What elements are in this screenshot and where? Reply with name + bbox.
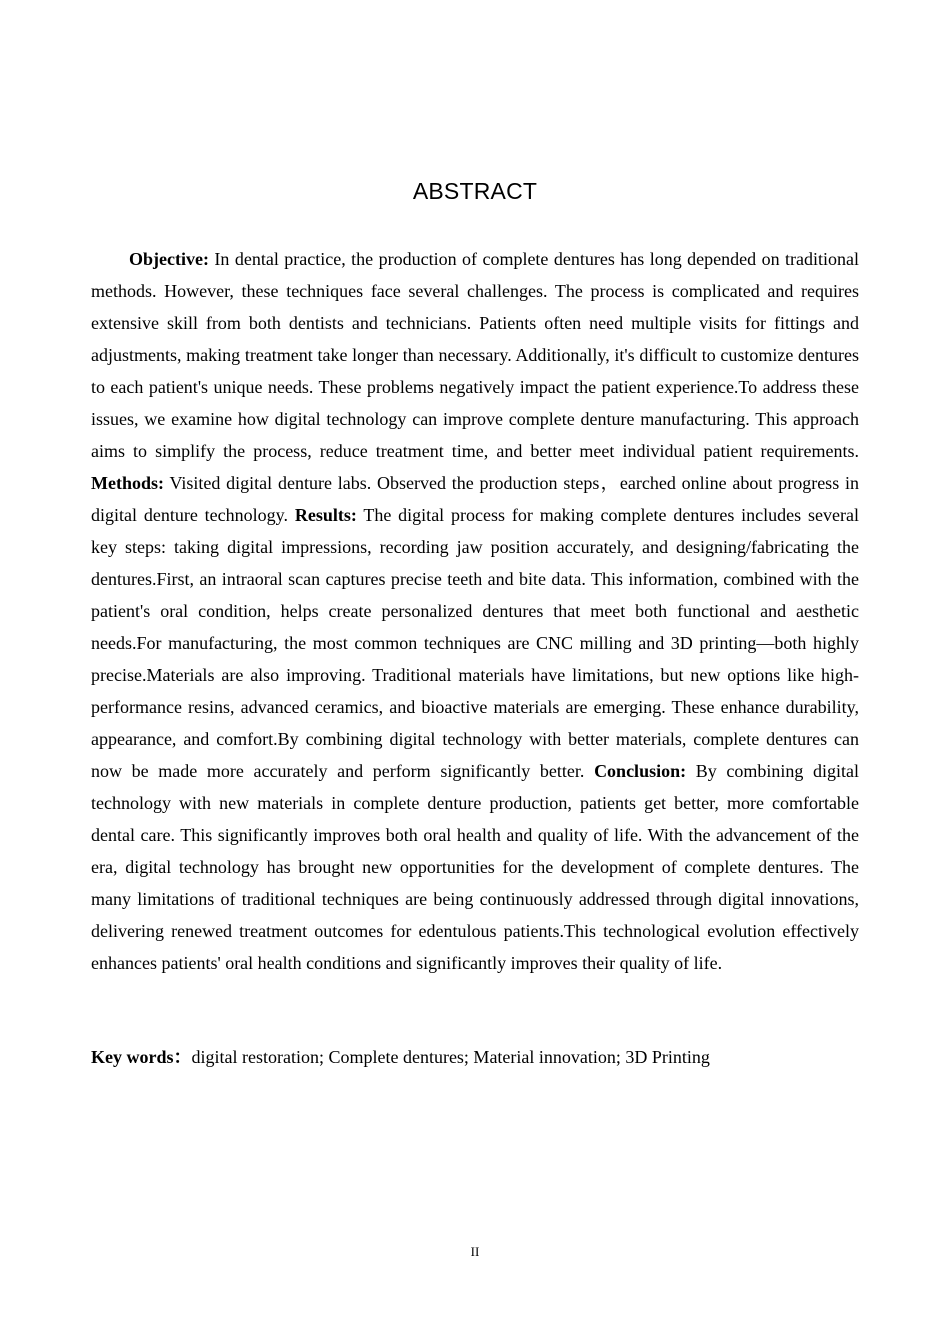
keywords-label: Key words： xyxy=(91,1047,192,1067)
methods-text: Visited digital denture labs. Observed the production steps，earched online about progress in digital denture technology. xyxy=(91,473,859,525)
abstract-paragraph xyxy=(91,243,859,979)
results-label: Results: xyxy=(294,505,357,525)
methods-label: Methods: xyxy=(91,473,164,493)
keywords-line xyxy=(91,1041,859,1073)
objective-text: In dental practice, the production of complete dentures has long depended on traditional methods. However, these techniques face several challenges. The process is complicated and requires extensive skill from both dentists and technicians. Patients often need multiple visits for fittings and adjustments, making treatment take longer than necessary. Additionally, it's difficult to customize dentures to each patient's unique needs. These problems negatively impact the patient experience.To address these issues, we examine how digital technology can improve complete denture manufacturing. This approach aims to simplify the process, reduce treatment time, and better meet individual patient requirements. xyxy=(91,249,859,461)
abstract-title: ABSTRACT xyxy=(412,178,538,204)
keywords-text: digital restoration; Complete dentures; Material innovation; 3D Printing xyxy=(191,1047,710,1067)
conclusion-text: By combining digital technology with new materials in complete denture production, patients get better, more comfortable dental care. This significantly improves both oral health and quality of life. With the advancement of the era, digital technology has brought new opportunities for the development of complete dentures. The many limitations of traditional techniques are being continuously addressed through digital innovations, delivering renewed treatment outcomes for edentulous patients.This technological evolution effectively enhances patients' oral health conditions and significantly improves their quality of life. xyxy=(91,761,859,973)
conclusion-label: Conclusion: xyxy=(594,761,687,781)
results-text: The digital process for making complete dentures includes several key steps: taking digital impressions, recording jaw position accurately, and designing/fabricating the dentures.First, an intraoral scan captures precise teeth and bite data. This information, combined with the patient's oral condition, helps create personalized dentures that meet both functional and aesthetic needs.For manufacturing, the most common techniques are CNC milling and 3D printing—both highly precise.Materials are also improving. Traditional materials have limitations, but new options like high-performance resins, advanced ceramics, and bioactive materials are emerging. These enhance durability, appearance, and comfort.By combining digital technology with better materials, complete dentures can now be made more accurately and perform significantly better. xyxy=(91,505,859,781)
page-number: II xyxy=(470,1244,480,1259)
objective-label: Objective: xyxy=(129,249,209,269)
